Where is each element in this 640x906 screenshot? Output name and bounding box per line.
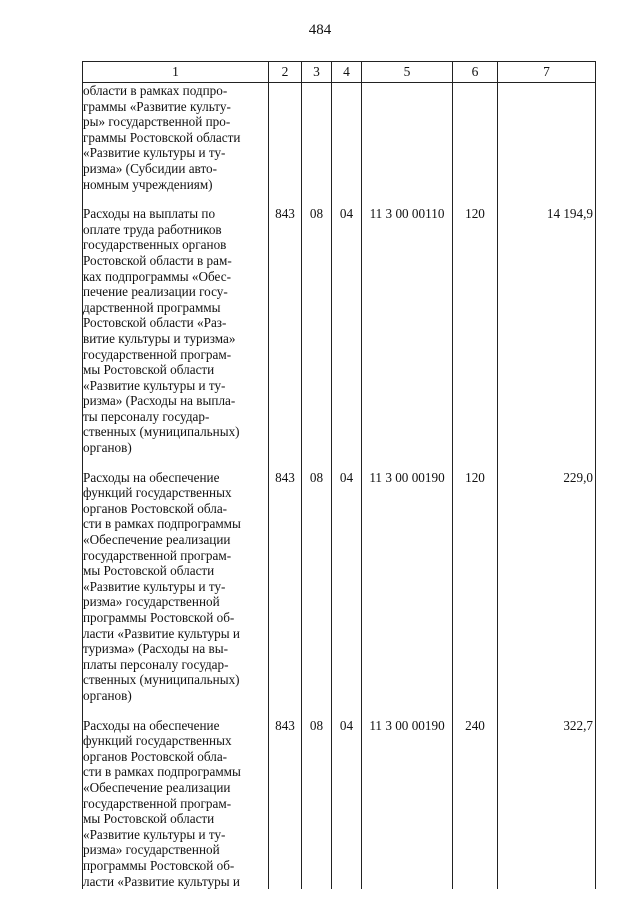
description-line: ласти «Развитие культуры и bbox=[83, 625, 240, 641]
description-line: ках подпрограммы «Обес- bbox=[83, 268, 231, 284]
description-line: сти в рамках подпрограммы bbox=[83, 516, 241, 532]
description-line: Расходы на обеспечение bbox=[83, 469, 220, 485]
section-cell: 08 bbox=[302, 470, 332, 704]
table-body bbox=[83, 83, 596, 890]
target-article-cell: 11 3 00 00190 bbox=[362, 718, 453, 890]
description-line: органов Ростовской обла- bbox=[83, 748, 228, 764]
description-line: витие культуры и туризма» bbox=[83, 330, 236, 346]
description-line: ризма» (Расходы на выпла- bbox=[83, 393, 236, 409]
spacer-cell bbox=[332, 192, 362, 206]
spacer-cell bbox=[498, 456, 596, 470]
spacer-cell bbox=[498, 192, 596, 206]
spacer-cell bbox=[453, 456, 498, 470]
target-article-cell bbox=[362, 83, 453, 193]
description-line: ласти «Развитие культуры и bbox=[83, 873, 240, 889]
description-line: органов) bbox=[83, 440, 132, 456]
description-line: мы Ростовской области bbox=[83, 362, 215, 378]
description-line: мы Ростовской области bbox=[83, 563, 215, 579]
description-line: «Развитие культуры и ту- bbox=[83, 578, 226, 594]
row-spacer bbox=[83, 192, 596, 206]
description-line: функций государственных bbox=[83, 733, 232, 749]
description-line: государственной програм- bbox=[83, 346, 232, 362]
subsection-cell: 04 bbox=[332, 718, 362, 890]
ministry-code-cell: 843 bbox=[269, 718, 302, 890]
ministry-code-cell: 843 bbox=[269, 470, 302, 704]
amount-cell: 229,0 bbox=[498, 470, 596, 704]
description-line: Расходы на выплаты по bbox=[83, 206, 216, 222]
target-article-cell: 11 3 00 00190 bbox=[362, 470, 453, 704]
description-line: «Развитие культуры и ту- bbox=[83, 826, 226, 842]
subsection-cell: 04 bbox=[332, 206, 362, 456]
description-line: «Развитие культуры и ту- bbox=[83, 377, 226, 393]
description-line: туризма» (Расходы на вы- bbox=[83, 641, 228, 657]
spacer-cell bbox=[83, 192, 269, 206]
description-line: государственной програм- bbox=[83, 547, 232, 563]
spacer-cell bbox=[498, 704, 596, 718]
expense-type-cell: 240 bbox=[453, 718, 498, 890]
spacer-cell bbox=[302, 456, 332, 470]
col-header-3: 3 bbox=[302, 62, 332, 83]
description-line: ризма» государственной bbox=[83, 594, 220, 610]
budget-table bbox=[82, 61, 596, 889]
expense-type-cell bbox=[453, 83, 498, 193]
section-cell: 08 bbox=[302, 206, 332, 456]
expense-type-cell: 120 bbox=[453, 206, 498, 456]
description-line: «Обеспечение реализации bbox=[83, 532, 231, 548]
col-header-5: 5 bbox=[362, 62, 453, 83]
spacer-cell bbox=[302, 704, 332, 718]
expense-type-cell: 120 bbox=[453, 470, 498, 704]
ministry-code-cell: 843 bbox=[269, 206, 302, 456]
description-line: «Развитие культуры и ту- bbox=[83, 145, 226, 161]
page-number: 484 bbox=[308, 22, 332, 38]
amount-cell bbox=[498, 83, 596, 193]
description-line: «Обеспечение реализации bbox=[83, 779, 231, 795]
description-line: печение реализации госу- bbox=[83, 284, 228, 300]
description-line: Ростовской области в рам- bbox=[83, 252, 232, 268]
amount-cell: 14 194,9 bbox=[498, 206, 596, 456]
row-spacer bbox=[83, 704, 596, 718]
spacer-cell bbox=[362, 704, 453, 718]
description-line: Расходы на обеспечение bbox=[83, 717, 220, 733]
spacer-cell bbox=[269, 192, 302, 206]
description-line: ризма» (Субсидии авто- bbox=[83, 160, 218, 176]
description-line: программы Ростовской об- bbox=[83, 610, 235, 625]
spacer-cell bbox=[302, 192, 332, 206]
spacer-cell bbox=[453, 704, 498, 718]
description-line: ственных (муниципальных) bbox=[83, 424, 240, 440]
spacer-cell bbox=[453, 192, 498, 206]
subsection-cell bbox=[332, 83, 362, 193]
row-spacer bbox=[83, 456, 596, 470]
col-header-7: 7 bbox=[498, 62, 596, 83]
description-line: мы Ростовской области bbox=[83, 811, 215, 827]
description-line: номным учреждениям) bbox=[83, 176, 213, 192]
spacer-cell bbox=[269, 456, 302, 470]
target-article-cell: 11 3 00 00110 bbox=[362, 206, 453, 456]
description-line: государственных органов bbox=[83, 237, 227, 253]
table-row bbox=[83, 83, 596, 193]
description-line: платы персоналу государ- bbox=[83, 656, 229, 672]
description-cell bbox=[83, 206, 269, 456]
description-line: государственной програм- bbox=[83, 795, 232, 811]
col-header-2: 2 bbox=[269, 62, 302, 83]
description-cell bbox=[83, 470, 269, 704]
description-line: ризма» государственной bbox=[83, 842, 220, 858]
description-line: органов) bbox=[83, 687, 132, 703]
description-line: Ростовской области «Раз- bbox=[83, 315, 227, 331]
spacer-cell bbox=[332, 456, 362, 470]
ministry-code-cell bbox=[269, 83, 302, 193]
amount-cell: 322,7 bbox=[498, 718, 596, 890]
subsection-cell: 04 bbox=[332, 470, 362, 704]
description-line: программы Ростовской об- bbox=[83, 857, 235, 873]
col-header-1: 1 bbox=[83, 62, 269, 83]
header-row bbox=[83, 62, 596, 83]
description-line: области в рамках подпро- bbox=[83, 83, 228, 98]
description-line: дарственной программы bbox=[83, 299, 221, 315]
description-line: граммы «Развитие культу- bbox=[83, 98, 231, 114]
table-row bbox=[83, 470, 596, 704]
section-cell: 08 bbox=[302, 718, 332, 890]
col-header-6: 6 bbox=[453, 62, 498, 83]
description-line: функций государственных bbox=[83, 485, 232, 501]
spacer-cell bbox=[332, 704, 362, 718]
description-line: граммы Ростовской области bbox=[83, 129, 241, 145]
col-header-4: 4 bbox=[332, 62, 362, 83]
description-cell bbox=[83, 718, 269, 890]
description-cell bbox=[83, 83, 269, 193]
description-line: ственных (муниципальных) bbox=[83, 672, 240, 688]
spacer-cell bbox=[362, 456, 453, 470]
description-line: оплате труда работников bbox=[83, 221, 222, 237]
spacer-cell bbox=[269, 704, 302, 718]
section-cell bbox=[302, 83, 332, 193]
spacer-cell bbox=[83, 456, 269, 470]
description-line: ры» государственной про- bbox=[83, 114, 231, 130]
spacer-cell bbox=[362, 192, 453, 206]
description-line: ты персоналу государ- bbox=[83, 408, 210, 424]
table-row bbox=[83, 206, 596, 456]
description-line: сти в рамках подпрограммы bbox=[83, 764, 241, 780]
description-line: органов Ростовской обла- bbox=[83, 500, 228, 516]
table-row bbox=[83, 718, 596, 890]
spacer-cell bbox=[83, 704, 269, 718]
